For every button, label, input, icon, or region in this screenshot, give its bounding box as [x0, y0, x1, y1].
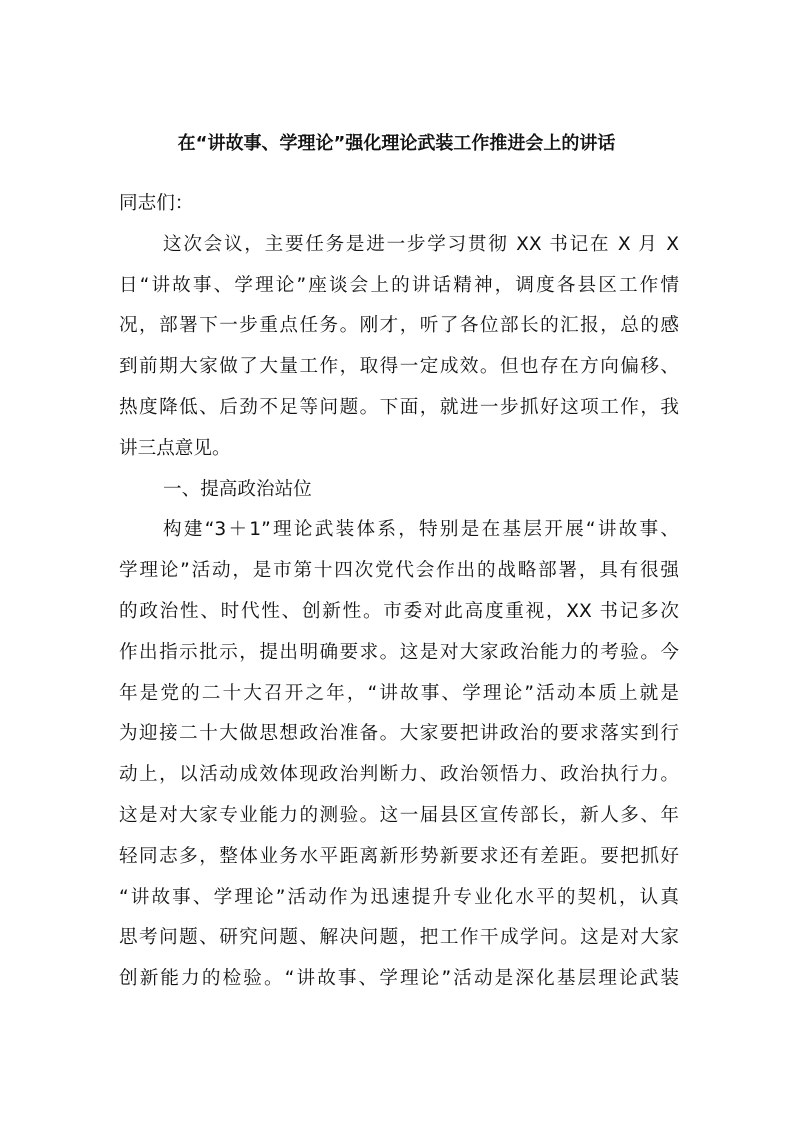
- section-heading: 一、提高政治站位: [163, 478, 312, 500]
- speech-body: [119, 184, 679, 1000]
- paragraph-line: 这次会议，主要任务是进一步学习贯彻 XX 书记在 X 月 X: [163, 233, 679, 255]
- paragraph-line: 构建“3＋1”理论武装体系，特别是在基层开展“讲故事、: [163, 519, 679, 541]
- speech-title: 在“讲故事、学理论”强化理论武装工作推进会上的讲话: [177, 133, 616, 154]
- paragraph-line: 学理论”活动，是市第十四次党代会作出的战略部署，具有很强: [119, 560, 679, 582]
- paragraph-line: 年是党的二十大召开之年，“讲故事、学理论”活动本质上就是: [119, 682, 679, 704]
- paragraph-line: 的政治性、时代性、创新性。市委对此高度重视，XX 书记多次: [119, 600, 679, 622]
- paragraph-line: 热度降低、后劲不足等问题。下面，就进一步抓好这项工作，我: [119, 396, 679, 418]
- salutation-line: 同志们：: [119, 193, 194, 214]
- paragraph-line: “讲故事、学理论”活动作为迅速提升专业化水平的契机，认真: [119, 886, 679, 908]
- paragraph-line: 创新能力的检验。“讲故事、学理论”活动是深化基层理论武装: [119, 968, 679, 990]
- paragraph-line: 讲三点意见。: [119, 437, 231, 459]
- paragraph-line: 思考问题、研究问题、解决问题，把工作干成学问。这是对大家: [119, 927, 679, 949]
- paragraph-line: 日“讲故事、学理论”座谈会上的讲话精神，调度各县区工作情: [119, 274, 679, 296]
- paragraph-line: 轻同志多，整体业务水平距离新形势新要求还有差距。要把抓好: [119, 845, 679, 867]
- paragraph-line: 动上，以活动成效体现政治判断力、政治领悟力、政治执行力。: [119, 764, 679, 786]
- paragraph-line: 作出指示批示，提出明确要求。这是对大家政治能力的考验。今: [119, 641, 679, 663]
- paragraph-line: 况，部署下一步重点任务。刚才，听了各位部长的汇报，总的感: [119, 315, 679, 337]
- paragraph-line: 到前期大家做了大量工作，取得一定成效。但也存在方向偏移、: [119, 356, 679, 378]
- paragraph-line: 这是对大家专业能力的测验。这一届县区宣传部长，新人多、年: [119, 804, 679, 826]
- paragraph-line: 为迎接二十大做思想政治准备。大家要把讲政治的要求落实到行: [119, 723, 679, 745]
